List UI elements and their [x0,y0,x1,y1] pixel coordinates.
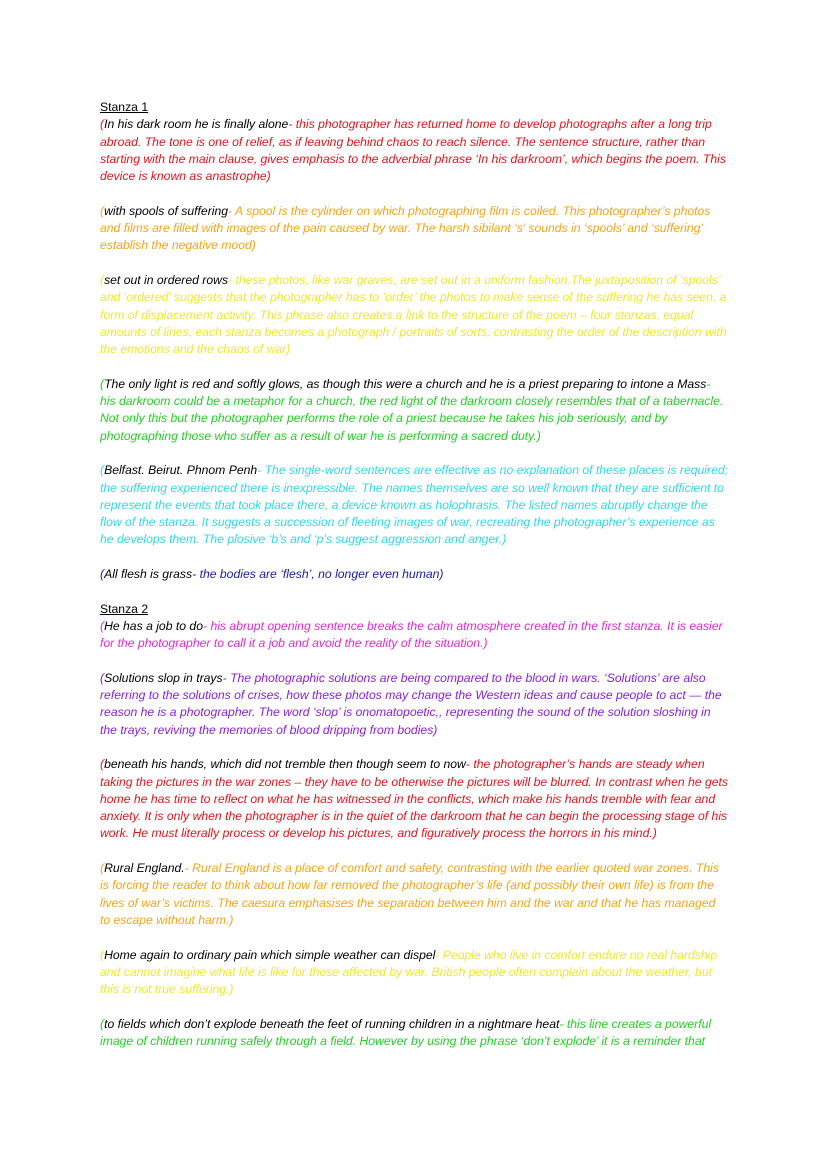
open-bracket: ( [100,203,105,218]
poem-quote: Home again to ordinary pain which simple weather can dispel [104,947,436,962]
open-bracket: ( [100,618,105,633]
open-bracket: ( [100,757,105,772]
open-bracket: ( [100,567,105,582]
stanza-1-heading: Stanza 1 [100,100,149,114]
annotation-note: - the bodies are ‘flesh’, no longer even human) [192,567,444,582]
annotation-paragraph [100,670,728,739]
annotation-paragraph [100,566,728,583]
open-bracket: ( [100,117,105,132]
stanza-2-heading: Stanza 2 [100,601,149,616]
annotation-paragraph [100,116,728,185]
open-bracket: ( [100,1016,105,1031]
annotation-paragraph [100,203,728,255]
poem-quote: with spools of suffering [104,203,229,218]
annotation-paragraph [100,618,728,653]
poem-quote: The only light is red and softly glows, as though this were a church and he is a priest preparing to intone a Mass [104,376,707,391]
open-bracket: ( [100,272,105,287]
annotation-paragraph [100,272,728,358]
open-bracket: ( [100,861,105,876]
poem-quote: beneath his hands, which did not tremble then though seem to now [104,757,466,772]
annotation-paragraph [100,1016,728,1051]
open-bracket: ( [100,376,105,391]
annotation-note: - The photographic solutions are being compared to the blood in wars. ‘Solutions’ are also referring to the solutions of crises, how these photos may change the Western ideas and cause people to act — the reason he is a photographer. The word ‘slop’ is onomatopoetic,, representing the sound of the solution sloshing in the trays, reviving the memories of blood dripping from bodies) [100,670,722,737]
poem-quote: set out in ordered rows [104,272,229,287]
poem-quote: Solutions slop in trays [104,670,223,685]
poem-quote: All flesh is grass [104,567,193,582]
annotation-paragraph [100,860,728,929]
annotation-note: - his abrupt opening sentence breaks the calm atmosphere created in the first stanza. It is easier for the photographer to call it a job and avoid the reality of the situation.) [100,618,723,651]
open-bracket: ( [100,670,105,685]
poem-quote: to fields which don’t explode beneath the feet of running children in a nightmare heat [104,1016,560,1031]
poem-quote: He has a job to do [104,618,203,633]
annotation-note: - Rural England is a place of comfort and safety, contrasting with the earlier quoted war zones. This is forcing the reader to think about how far removed the photographer’s life (and possibly their own life) is from the lives of war’s victims. The caesura emphasises the separation between him and the war and that he has managed to escape without harm.) [100,861,719,927]
annotation-note: - this photographer has returned home to develop photographs after a long trip abroad. The tone is one of relief, as if leaving behind chaos to reach silence. The sentence structure, rather than starting with the main clause, gives emphasis to the adverbial phrase ‘In his darkroom’, which begins the poem. This device is known as anastrophe) [100,117,726,184]
poem-quote: Rural England. [104,861,185,876]
annotation-note: - this line creates a powerful image of children running safely through a field. However by using the phrase ‘don’t explode’ it is a reminder that [100,1016,712,1049]
annotation-note: - his darkroom could be a metaphor for a church, the red light of the darkroom closely resembles that of a tabernacle. Not only this but the photographer performs the role of a priest because he takes his job seriously, and by photographing those who suffer as a result of war he is performing a sacred duty.) [100,376,724,443]
poem-quote: Belfast. Beirut. Phnom Penh [104,463,258,478]
annotation-paragraph [100,947,728,999]
poem-quote: In his dark room he is finally alone [104,117,289,132]
annotation-paragraph [100,756,728,842]
annotation-paragraph [100,462,728,548]
annotation-paragraph [100,376,728,445]
open-bracket: ( [100,947,105,962]
annotation-note: - The single-word sentences are effective as no explanation of these places is required; the suffering experienced there is inexpressible. The names themselves are so well known that they are sufficient to represent the events that took place there, a device known as holophrasis. The listed names abruptly change the flow of the stanza. It suggests a succession of fleeting images of war, recreating the photographer’s experience as he develops them. The plosive ‘b’s and ‘p’s suggest aggression and anger.) [100,463,729,547]
annotation-note: - the photographer’s hands are steady when taking the pictures in the war zones – they have to be otherwise the pictures will be blurred. In contrast when he gets home he has time to reflect on what he has witnessed in the conflicts, which make his hands tremble with fear and anxiety. It is only when the photographer is in the quiet of the darkroom that he can begin the processing stage of his work. He must literally process or develop his pictures, and figuratively process the horrors in his mind.) [100,757,729,841]
open-bracket: ( [100,463,105,478]
annotation-note: - these photos, like war graves, are set out in a uniform fashion.The juxtaposition of ‘spools’ and ‘ordered’ suggests that the photographer has to ‘order’ the photos to make sense of the suffering he has seen, a form of displacement activity. This phrase also creates a link to the structure of the poem – four stanzas, equal amounts of lines, each stanza becomes a photograph / portraits of sorts, contrasting the order of the description with the emotions and the chaos of war) [100,272,727,357]
annotation-note: - People who live in comfort endure no real hardship and cannot imagine what life is like for those affected by war. British people often complain about the weather, but this is not true suffering.) [100,947,718,997]
annotation-note: - A spool is the cylinder on which photographing film is coiled. This photographer’s photos and films are filled with images of the pain caused by war. The harsh sibilant ‘s’ sounds in ‘spools’ and ‘suffering’ establish the negative mood) [100,203,711,253]
